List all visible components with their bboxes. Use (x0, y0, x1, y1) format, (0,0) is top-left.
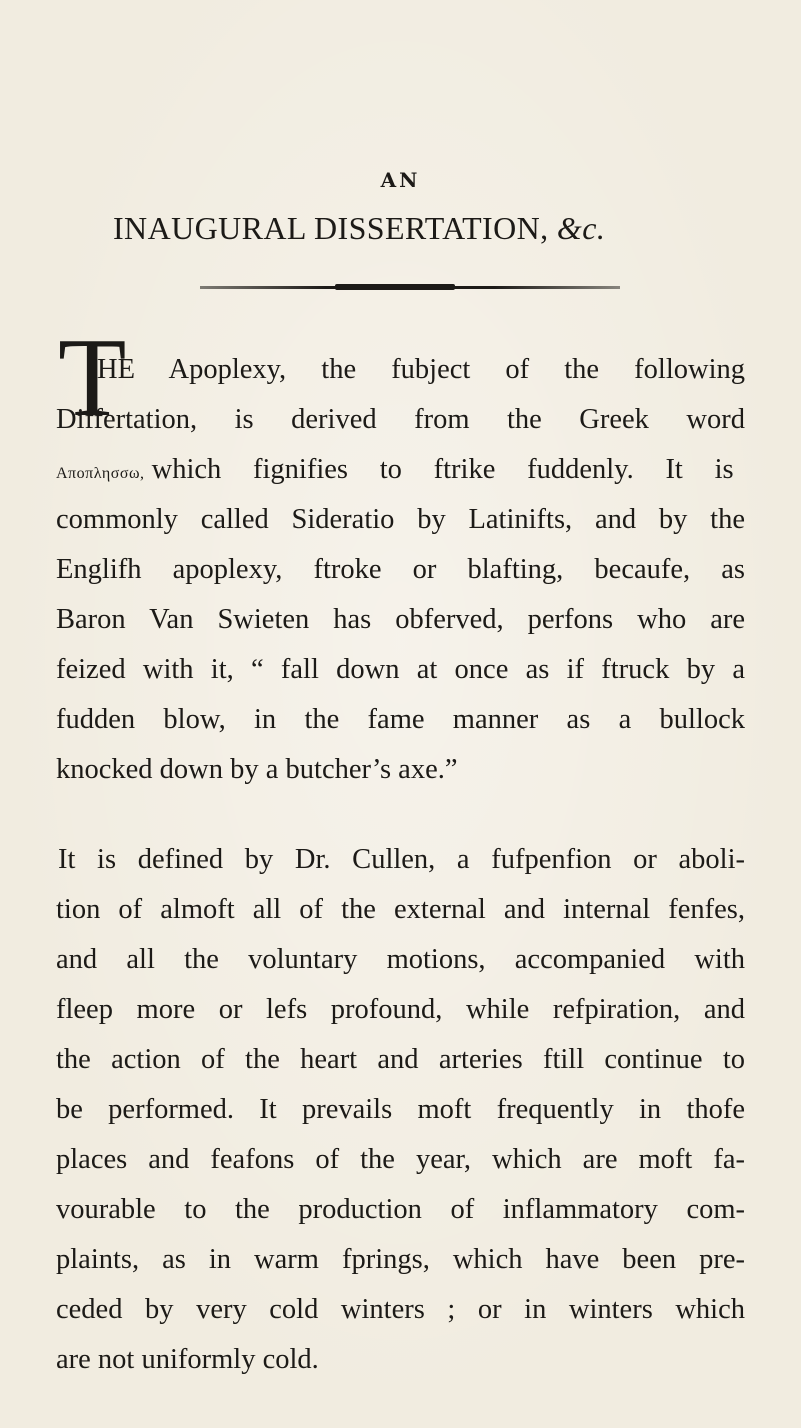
paragraph2-line: ceded by very cold winters ; or in winters which (56, 1294, 745, 1325)
paragraph2-line: plaints, as in warm fprings, which have been pre- (56, 1244, 745, 1275)
paragraph1-line: HE Apoplexy, the fubject of the following (97, 354, 745, 385)
greek-word: Αποπλησσω, (56, 465, 145, 482)
paragraph1-line: Englifh apoplexy, ftroke or blafting, becaufe, as (56, 554, 745, 585)
dissertation-title (113, 210, 605, 247)
paragraph2-line: vourable to the production of inflammatory com- (56, 1194, 745, 1225)
paragraph2-line: be performed. It prevails moft frequently in thofe (56, 1094, 745, 1125)
heading-an: AN (380, 168, 421, 192)
paragraph1-line: Baron Van Swieten has obferved, perfons who are (56, 604, 745, 635)
paragraph2-line: places and feafons of the year, which are moft fa- (56, 1144, 745, 1175)
paragraph2-line: fleep more or lefs profound, while refpiration, and (56, 994, 745, 1025)
paragraph1-line: feized with it, “ fall down at once as if ftruck by a (56, 654, 745, 685)
drop-cap: T (58, 316, 127, 440)
paragraph1-line-with-greek (56, 456, 745, 485)
paragraph1-line-text: which fignifies to ftrike fuddenly. It is (151, 454, 734, 485)
paragraph1-line: knocked down by a butcher’s axe.” (56, 754, 458, 785)
paragraph2-line: and all the voluntary motions, accompanied with (56, 944, 745, 975)
paragraph2-line: are not uniformly cold. (56, 1344, 319, 1375)
paragraph1-line: Differtation, is derived from the Greek word (56, 404, 745, 435)
paragraph1-line: commonly called Sideratio by Latinifts, and by the (56, 504, 745, 535)
paragraph2-line: the action of the heart and arteries ftill continue to (56, 1044, 745, 1075)
paragraph2-line: tion of almoft all of the external and internal fenfes, (56, 894, 745, 925)
title-text: INAUGURAL DISSERTATION, (113, 210, 549, 246)
title-etc: &c. (556, 210, 606, 246)
paragraph1-line: fudden blow, in the fame manner as a bullock (56, 704, 745, 735)
decorative-rule-center (335, 284, 455, 290)
paragraph2-line: It is defined by Dr. Cullen, a fufpenfion or aboli- (58, 844, 745, 875)
